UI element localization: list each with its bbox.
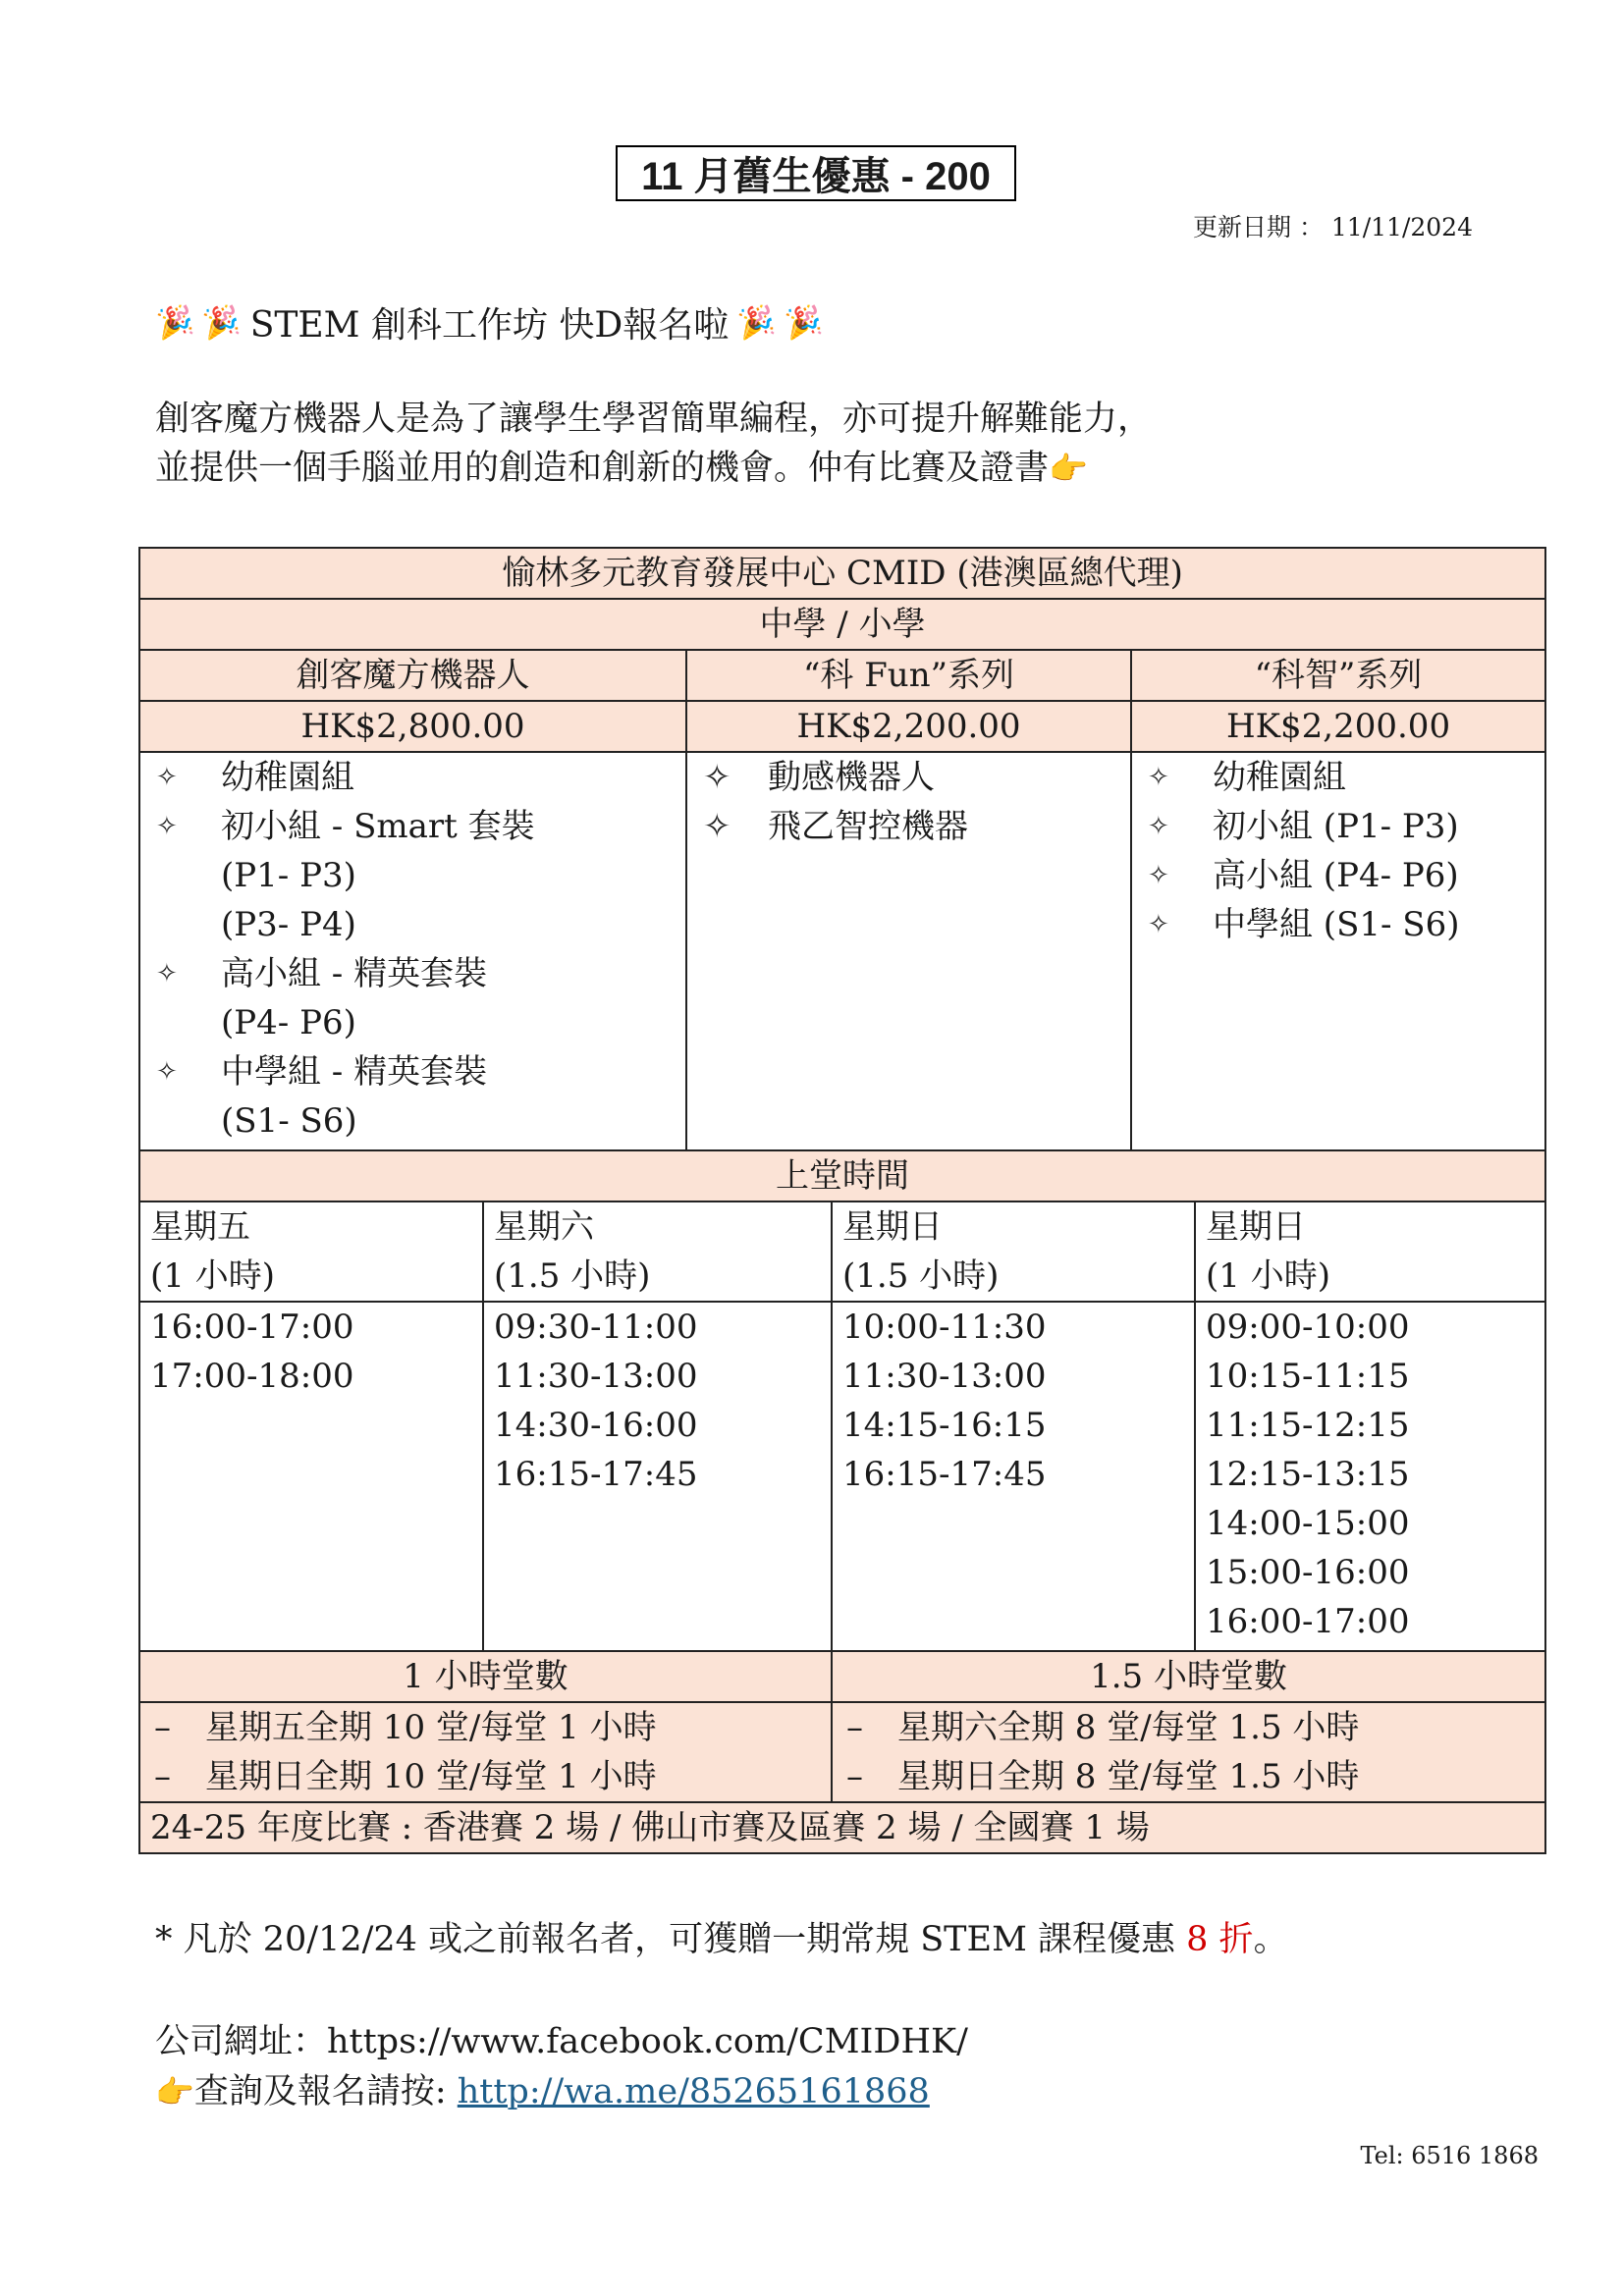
schedule-day (483, 1201, 832, 1302)
group-item (1142, 753, 1535, 802)
day-name: 星期六 (494, 1207, 594, 1247)
course-table (138, 547, 1546, 1854)
time-slot: 14:15-16:15 (842, 1406, 1047, 1445)
party-popper-icon: 🎉 (782, 302, 825, 343)
intro-paragraph (155, 395, 1152, 493)
schedule-times (483, 1302, 832, 1651)
time-slot: 14:30-16:00 (494, 1406, 698, 1445)
program-name: “科 Fun”系列 (686, 650, 1131, 701)
four-pointed-star-icon: ✧ (156, 959, 178, 988)
level-row (139, 599, 1545, 650)
telephone: Tel: 6516 1868 (1360, 2142, 1539, 2169)
intro-line-1: 創客魔方機器人是為了讓學生學習簡單編程，亦可提升解難能力， (155, 400, 1153, 439)
schedule-title-row (139, 1150, 1545, 1201)
lesson-item (842, 1703, 1535, 1752)
group-label: 幼稚園組 (1213, 758, 1346, 797)
lesson-item (150, 1752, 821, 1801)
schedule-title: 上堂時間 (139, 1150, 1545, 1201)
program-groups-cell (139, 752, 686, 1150)
lesson-text: 星期六全期 8 堂/每堂 1.5 小時 (897, 1708, 1360, 1747)
schedule-times (832, 1302, 1195, 1651)
day-duration: (1 小時) (1206, 1256, 1330, 1296)
group-label: 幼稚園組 (221, 758, 354, 797)
group-item (697, 753, 1120, 802)
day-name: 星期日 (842, 1207, 943, 1247)
lessons-detail (832, 1702, 1545, 1802)
group-item (150, 802, 676, 851)
program-price: HK$2,200.00 (686, 701, 1131, 752)
time-slot: 11:30-13:00 (842, 1357, 1047, 1396)
org-row (139, 548, 1545, 599)
intro-line-2-text: 並提供一個手腦並用的創造和創新的機會。仲有比賽及證書 (155, 449, 1050, 488)
day-duration: (1 小時) (150, 1256, 275, 1296)
time-slot: 15:00-16:00 (1206, 1553, 1410, 1592)
lessons-title: 1 小時堂數 (139, 1651, 832, 1702)
group-label: 初小組 - Smart 套裝 (221, 807, 535, 846)
competition-info: 24-25 年度比賽 : 香港賽 2 場 / 佛山市賽及區賽 2 場 / 全國賽 1 場 (139, 1802, 1545, 1853)
four-pointed-star-icon: ✧ (1148, 910, 1169, 939)
schedule-times-row (139, 1302, 1545, 1651)
discount-highlight: 8 折 (1186, 1920, 1254, 1959)
time-slot: 16:15-17:45 (494, 1455, 698, 1494)
lessons-title: 1.5 小時堂數 (832, 1651, 1545, 1702)
four-pointed-star-icon: ✧ (703, 758, 731, 797)
day-duration: (1.5 小時) (494, 1256, 651, 1296)
level-label: 中學 / 小學 (139, 599, 1545, 650)
pointing-hand-icon: 👉 (1049, 450, 1088, 487)
group-label: 高小組 - 精英套裝 (221, 954, 488, 993)
program-groups-cell (1131, 752, 1545, 1150)
stem-heading-text: STEM 創科工作坊 快D報名啦 (249, 305, 730, 346)
group-item (1142, 802, 1535, 851)
intro-line-2 (155, 444, 1152, 493)
group-label: 飛乙智控機器 (768, 807, 968, 846)
lesson-text: 星期日全期 8 堂/每堂 1.5 小時 (897, 1757, 1360, 1796)
party-popper-icon: 🎉 (735, 302, 779, 343)
party-popper-icon: 🎉 (154, 302, 197, 343)
day-duration: (1.5 小時) (842, 1256, 1000, 1296)
four-pointed-star-icon: ✧ (703, 807, 731, 846)
group-range: (P3- P4) (221, 905, 356, 944)
org-name: 愉林多元教育發展中心 CMID (港澳區總代理) (139, 548, 1545, 599)
schedule-day (139, 1201, 483, 1302)
time-slot: 09:30-11:00 (494, 1308, 698, 1347)
dash-marker: – (846, 1708, 863, 1747)
footnote (155, 1912, 1288, 1961)
time-slot: 16:15-17:45 (842, 1455, 1047, 1494)
footnote-end: 。 (1253, 1920, 1288, 1959)
program-price-row (139, 701, 1545, 752)
competition-row (139, 1802, 1545, 1853)
time-slot: 11:30-13:00 (494, 1357, 698, 1396)
dash-marker: – (846, 1757, 863, 1796)
party-popper-icon: 🎉 (200, 302, 244, 343)
lesson-item (842, 1752, 1535, 1801)
group-range: (S1- S6) (221, 1101, 357, 1141)
enquiry-line (155, 2064, 930, 2113)
stem-heading (154, 297, 825, 347)
schedule-day (1195, 1201, 1545, 1302)
time-slot: 10:00-11:30 (842, 1308, 1047, 1347)
group-label: 動感機器人 (768, 758, 935, 797)
four-pointed-star-icon: ✧ (1148, 812, 1169, 841)
program-price: HK$2,800.00 (139, 701, 686, 752)
four-pointed-star-icon: ✧ (1148, 763, 1169, 792)
group-item (150, 753, 676, 802)
group-item (150, 1047, 676, 1096)
group-item (1142, 900, 1535, 949)
time-slot: 09:00-10:00 (1206, 1308, 1410, 1347)
day-name: 星期五 (150, 1207, 250, 1247)
group-label: 中學組 (S1- S6) (1213, 905, 1460, 944)
lesson-item (150, 1703, 821, 1752)
program-groups-cell (686, 752, 1131, 1150)
group-range: (P4- P6) (221, 1003, 356, 1042)
lessons-detail (139, 1702, 832, 1802)
time-slot: 11:15-12:15 (1206, 1406, 1410, 1445)
whatsapp-link[interactable]: http://wa.me/85265161868 (457, 2072, 930, 2111)
schedule-times (1195, 1302, 1545, 1651)
time-slot: 12:15-13:15 (1206, 1455, 1410, 1494)
dash-marker: – (154, 1708, 171, 1747)
program-name: 創客魔方機器人 (139, 650, 686, 701)
four-pointed-star-icon: ✧ (156, 1057, 178, 1087)
update-date: 更新日期 ： 11/11/2024 (1193, 213, 1473, 241)
program-name: “科智”系列 (1131, 650, 1545, 701)
group-item (1142, 851, 1535, 900)
pointing-hand-icon: 👉 (155, 2073, 194, 2110)
schedule-day (832, 1201, 1195, 1302)
time-slot: 16:00-17:00 (150, 1308, 354, 1347)
time-slot: 10:15-11:15 (1206, 1357, 1410, 1396)
enquiry-label: 查詢及報名請按: (193, 2072, 458, 2111)
group-item (150, 949, 676, 998)
four-pointed-star-icon: ✧ (1148, 861, 1169, 890)
four-pointed-star-icon: ✧ (156, 763, 178, 792)
time-slot: 16:00-17:00 (1206, 1602, 1410, 1641)
dash-marker: – (154, 1757, 171, 1796)
group-label: 初小組 (P1- P3) (1213, 807, 1459, 846)
company-website: 公司網址：https://www.facebook.com/CMIDHK/ (155, 2022, 968, 2061)
time-slot: 14:00-15:00 (1206, 1504, 1410, 1543)
program-groups-row (139, 752, 1545, 1150)
page-title: 11 月舊生優惠 - 200 (616, 145, 1016, 201)
day-name: 星期日 (1206, 1207, 1306, 1247)
schedule-times (139, 1302, 483, 1651)
lesson-text: 星期日全期 10 堂/每堂 1 小時 (205, 1757, 657, 1796)
group-label: 中學組 - 精英套裝 (221, 1052, 488, 1092)
lessons-title-row (139, 1651, 1545, 1702)
lessons-detail-row (139, 1702, 1545, 1802)
time-slot: 17:00-18:00 (150, 1357, 354, 1396)
group-range: (P1- P3) (221, 856, 356, 895)
group-label: 高小組 (P4- P6) (1213, 856, 1459, 895)
group-item (697, 802, 1120, 851)
lesson-text: 星期五全期 10 堂/每堂 1 小時 (205, 1708, 657, 1747)
schedule-day-row (139, 1201, 1545, 1302)
program-name-row (139, 650, 1545, 701)
program-price: HK$2,200.00 (1131, 701, 1545, 752)
four-pointed-star-icon: ✧ (156, 812, 178, 841)
footnote-text: * 凡於 20/12/24 或之前報名者，可獲贈一期常規 STEM 課程優惠 (155, 1920, 1187, 1959)
